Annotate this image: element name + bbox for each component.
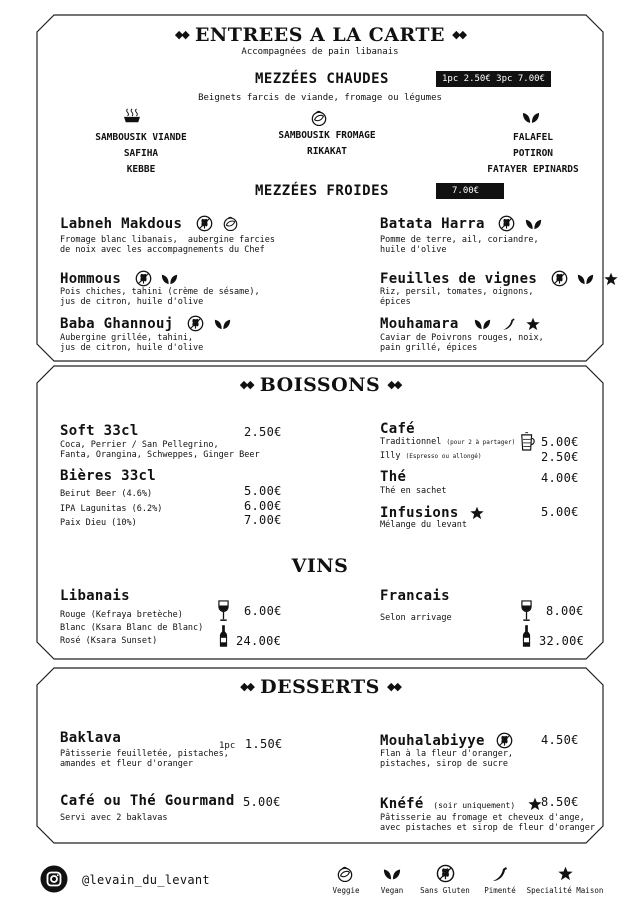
star-icon <box>528 797 542 811</box>
menu-item: SAFIHA <box>123 148 159 159</box>
infusions-price: 5.00€ <box>541 505 579 519</box>
infusions-desc: Mélange du levant <box>380 520 467 530</box>
libanais-price-glass: 6.00€ <box>244 604 282 618</box>
list-item: IPA Lagunitas (6.2%) <box>60 503 163 514</box>
wine-bottle-icon <box>219 624 228 648</box>
soft-desc: Coca, Perrier / San Pellegrino, Fanta, Orangina, Schweppes, Ginger Beer <box>60 440 260 460</box>
boissons-title: ◆◆ BOISSONS ◆◆ <box>239 374 401 396</box>
menu-item: FALAFEL <box>512 132 554 143</box>
price: 6.00€ <box>244 498 282 513</box>
legend-chili <box>488 864 512 888</box>
menu-item-batata <box>380 213 542 232</box>
mouhalabiyye-row <box>380 730 513 749</box>
vins-title: VINS <box>291 555 349 577</box>
vegan-icon <box>161 273 178 285</box>
knefe-price: 8.50€ <box>541 795 579 809</box>
mezzees-chaudes-subtitle: Beignets farcis de viande, fromage ou légumes <box>198 93 442 103</box>
cafe-name: Café <box>380 421 415 437</box>
chili-icon <box>490 864 510 884</box>
list-item: Rouge (Kefraya bretèche) <box>60 610 183 620</box>
mezzees-froides-price: 7.00€ <box>436 183 504 199</box>
item-desc: Riz, persil, tomates, oignons, épices <box>380 287 534 307</box>
menu-item-feuilles <box>380 268 618 287</box>
vegan-icon <box>214 318 231 330</box>
knefe-desc: Pâtisserie au fromage et cheveux d'ange, avec pistaches et sirop de fleur d'oranger <box>380 813 595 833</box>
item-name: Batata Harra <box>380 216 485 232</box>
baklava-name: Baklava <box>60 730 122 746</box>
menu-item: KEBBE <box>126 164 156 175</box>
vegan-icon <box>522 111 540 124</box>
mouhalabiyye-desc: Flan à la fleur d'oranger, pistaches, sirop de sucre <box>380 749 514 769</box>
legend-veggie <box>333 866 357 886</box>
mezzees-chaudes-price: 1pc 2.50€ 3pc 7.00€ <box>436 71 551 87</box>
legend-label: Specialité Maison <box>526 886 604 895</box>
veggie-icon <box>336 866 354 882</box>
baklava-desc: Pâtisserie feuilletée, pistaches, amandes et fleur d'oranger <box>60 749 229 769</box>
vegan-icon <box>383 867 401 881</box>
menu-item: SAMBOUSIK FROMAGE <box>278 130 376 141</box>
gourmand-desc: Servi avec 2 baklavas <box>60 813 168 823</box>
item-desc: Caviar de Poivrons rouges, noix, pain grillé, épices <box>380 333 544 353</box>
list-item: Blanc (Ksara Blanc de Blanc) <box>60 623 204 633</box>
wine-glass-icon <box>218 600 229 622</box>
francais-price-bottle: 32.00€ <box>539 634 585 648</box>
wine-glass-icon <box>521 600 532 622</box>
legend-label: Vegan <box>380 886 404 895</box>
item-name: Hommous <box>60 271 122 287</box>
bieres-list <box>60 487 162 531</box>
gourmand-name: Café ou Thé Gourmand <box>60 793 235 809</box>
francais-price-glass: 8.00€ <box>546 604 584 618</box>
soft-price: 2.50€ <box>244 425 282 439</box>
legend-label: Sans Gluten <box>420 886 470 895</box>
infusions-row <box>380 502 484 521</box>
item-desc: Fromage blanc libanais, aubergine farcies de noix avec les accompagnements du Chef <box>60 235 275 255</box>
bieres-prices <box>244 484 282 528</box>
veggie-icon <box>222 216 239 231</box>
vegan-icon <box>474 318 491 330</box>
item-name: Knéfé <box>380 796 424 812</box>
veggie-icon <box>310 110 328 126</box>
legend-star <box>556 866 574 885</box>
gluten-free-icon <box>551 270 568 287</box>
baklava-price-row: 1pc 1.50€ <box>219 737 283 751</box>
menu-item-labneh <box>60 213 239 232</box>
entrees-subtitle: Accompagnées de pain libanais <box>241 47 399 57</box>
bieres-name: Bières 33cl <box>60 468 157 484</box>
vegan-icon <box>525 218 542 230</box>
legend-label: Pimenté <box>484 886 516 895</box>
mezzees-chaudes-col3 <box>470 130 596 178</box>
cafe-price2: 2.50€ <box>541 450 579 464</box>
gluten-free-icon <box>187 315 204 332</box>
cafe-line2: Illy (Espresso ou allongé) <box>380 451 482 461</box>
soft-name: Soft 33cl <box>60 423 139 439</box>
wine-bottle-icon <box>522 624 531 648</box>
item-note: (soir uniquement) <box>433 801 516 810</box>
gluten-free-icon <box>496 732 513 749</box>
francais-name: Francais <box>380 588 450 604</box>
star-icon <box>526 317 540 331</box>
item-desc: Pomme de terre, ail, coriandre, huile d'olive <box>380 235 539 255</box>
list-item: Rosé (Ksara Sunset) <box>60 636 158 646</box>
menu-item: FATAYER EPINARDS <box>487 164 579 175</box>
francais-desc: Selon arrivage <box>380 613 452 623</box>
menu-item-mouhamara <box>380 313 540 332</box>
cafe-price1: 5.00€ <box>541 435 579 449</box>
menu-item: POTIRON <box>512 148 554 159</box>
mezzees-froides-title: MEZZÉES FROIDES <box>255 183 389 199</box>
libanais-list <box>60 609 203 648</box>
menu-item: RIKAKAT <box>306 146 348 157</box>
price: 5.00€ <box>244 484 282 498</box>
mezzees-chaudes-col1 <box>80 130 202 178</box>
instagram-handle[interactable]: @levain_du_levant <box>82 873 210 887</box>
instagram-icon[interactable] <box>40 865 68 893</box>
cafe-line1: Traditionnel (pour 2 à partager) <box>380 437 516 447</box>
gourmand-price: 5.00€ <box>243 795 281 809</box>
libanais-price-bottle: 24.00€ <box>236 634 282 648</box>
menu-item: SAMBOUSIK VIANDE <box>95 132 187 143</box>
entrees-title: ◆◆ ENTREES A LA CARTE ◆◆ <box>174 24 466 46</box>
item-name: Baba Ghannouj <box>60 316 174 332</box>
gluten-free-icon <box>196 215 213 232</box>
mouhalabiyye-price: 4.50€ <box>541 733 579 747</box>
the-name: Thé <box>380 469 407 485</box>
list-item: Beirut Beer (4.6%) <box>60 489 153 499</box>
libanais-name: Libanais <box>60 588 130 604</box>
list-item: Paix Dieu (10%) <box>60 518 137 528</box>
item-name: Labneh Makdous <box>60 216 183 232</box>
gluten-free-icon <box>436 864 455 883</box>
vegan-icon <box>577 273 594 285</box>
desserts-title: ◆◆ DESSERTS ◆◆ <box>240 676 400 698</box>
mezzees-chaudes-title: MEZZÉES CHAUDES <box>255 71 389 87</box>
legend-vegan <box>380 866 404 885</box>
star-icon <box>470 506 484 520</box>
item-name: Infusions <box>380 505 459 521</box>
grill-icon <box>122 108 142 124</box>
item-desc: Pois chiches, tahini (crème de sésame), jus de citron, huile d'olive <box>60 287 260 307</box>
the-price: 4.00€ <box>541 471 579 485</box>
menu-item-hommous <box>60 268 178 287</box>
star-icon <box>604 272 618 286</box>
item-desc: Aubergine grillée, tahini, jus de citron, huile d'olive <box>60 333 204 353</box>
item-name: Feuilles de vignes <box>380 271 538 287</box>
price: 7.00€ <box>244 513 282 527</box>
legend-gluten <box>433 864 457 887</box>
teapot-icon <box>520 432 536 452</box>
legend-label: Veggie <box>332 886 360 895</box>
star-icon <box>558 866 573 881</box>
mezzees-chaudes-col2 <box>262 128 392 160</box>
knefe-row <box>380 793 542 812</box>
item-name: Mouhalabiyye <box>380 733 485 749</box>
gluten-free-icon <box>135 270 152 287</box>
menu-item-baba <box>60 313 231 332</box>
item-name: Mouhamara <box>380 316 459 332</box>
gluten-free-icon <box>498 215 515 232</box>
the-desc: Thé en sachet <box>380 486 447 496</box>
chili-icon <box>501 316 517 332</box>
